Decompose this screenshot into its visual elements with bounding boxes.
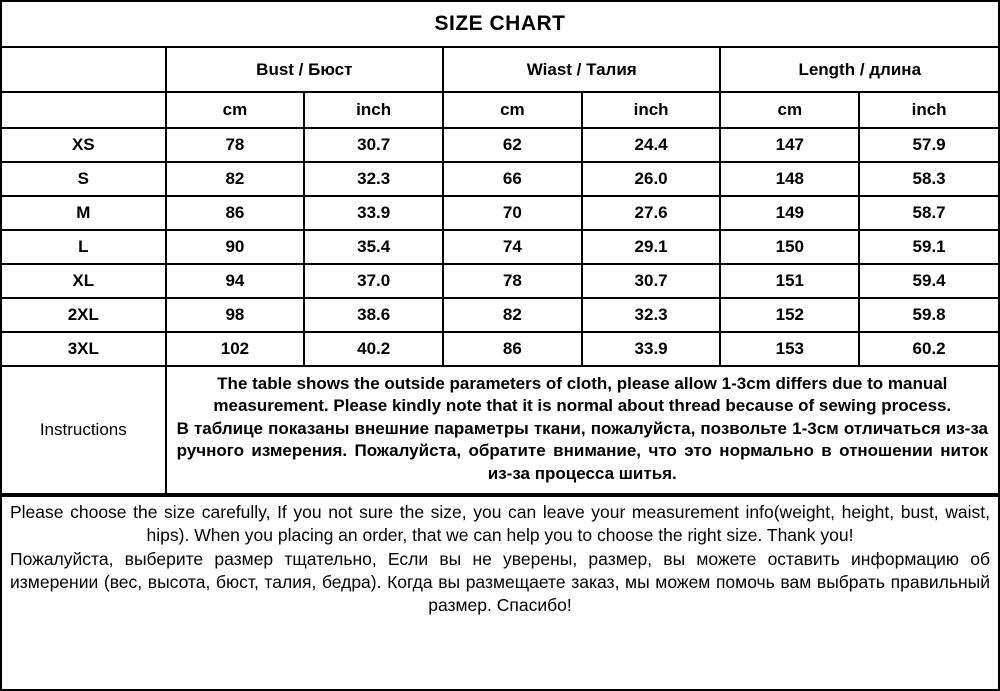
row-waist-cm: 66 <box>443 162 582 196</box>
row-size: M <box>2 196 166 230</box>
row-size: L <box>2 230 166 264</box>
page-title: SIZE CHART <box>434 12 566 35</box>
row-length-cm: 149 <box>720 196 859 230</box>
row-waist-inch: 33.9 <box>582 332 721 366</box>
row-bust-cm: 86 <box>166 196 305 230</box>
size-table <box>2 48 998 495</box>
row-bust-cm: 98 <box>166 298 305 332</box>
row-bust-inch: 32.3 <box>304 162 443 196</box>
row-bust-cm: 94 <box>166 264 305 298</box>
row-length-inch: 59.4 <box>859 264 998 298</box>
row-length-cm: 148 <box>720 162 859 196</box>
row-bust-cm: 90 <box>166 230 305 264</box>
row-size: S <box>2 162 166 196</box>
row-waist-cm: 86 <box>443 332 582 366</box>
row-waist-cm: 78 <box>443 264 582 298</box>
row-length-cm: 153 <box>720 332 859 366</box>
row-waist-cm: 82 <box>443 298 582 332</box>
column-group-bust: Bust / Бюст <box>166 48 443 92</box>
row-length-cm: 151 <box>720 264 859 298</box>
instructions-text-ru: В таблице показаны внешние параметры ткани, пожалуйста, позвольте 1-3см отличаться из-за ручного измерения. Пожалуйста, обратите внимание, что это нормально в отношении ниток из-за процесса шитья. <box>176 418 988 483</box>
row-waist-cm: 74 <box>443 230 582 264</box>
unit-bust-inch: inch <box>304 92 443 128</box>
row-length-cm: 152 <box>720 298 859 332</box>
instructions-body <box>166 366 998 494</box>
row-length-inch: 58.3 <box>859 162 998 196</box>
row-length-inch: 59.1 <box>859 230 998 264</box>
row-bust-inch: 30.7 <box>304 128 443 162</box>
row-bust-inch: 33.9 <box>304 196 443 230</box>
row-length-cm: 147 <box>720 128 859 162</box>
row-size: XL <box>2 264 166 298</box>
row-waist-cm: 70 <box>443 196 582 230</box>
row-length-cm: 150 <box>720 230 859 264</box>
column-group-length: Length / длина <box>720 48 998 92</box>
unit-waist-cm: cm <box>443 92 582 128</box>
row-size: XS <box>2 128 166 162</box>
instructions-row <box>2 366 998 494</box>
chart-title-bar <box>2 2 998 48</box>
instructions-label: Instructions <box>2 366 166 494</box>
table-row <box>2 230 998 264</box>
unit-waist-inch: inch <box>582 92 721 128</box>
row-length-inch: 58.7 <box>859 196 998 230</box>
row-bust-cm: 78 <box>166 128 305 162</box>
unit-length-inch: inch <box>859 92 998 128</box>
row-bust-inch: 38.6 <box>304 298 443 332</box>
row-size: 2XL <box>2 298 166 332</box>
row-bust-inch: 40.2 <box>304 332 443 366</box>
footer-text-ru: Пожалуйста, выберите размер тщательно, Если вы не уверены, размер, вы можете оставить информацию об измерении (вес, высота, бюст, талия, бедра). Когда вы размещаете заказ, мы можем помочь вам выбрать правильный размер. Спасибо! <box>10 548 990 616</box>
table-row <box>2 162 998 196</box>
footer-text-en: Please choose the size carefully, If you not sure the size, you can leave your measurement info(weight, height, bust, waist, hips). When you placing an order, that we can help you to choose the right size. Thank you! <box>10 502 990 546</box>
row-waist-inch: 24.4 <box>582 128 721 162</box>
row-bust-cm: 82 <box>166 162 305 196</box>
row-bust-inch: 35.4 <box>304 230 443 264</box>
row-waist-inch: 29.1 <box>582 230 721 264</box>
row-length-inch: 59.8 <box>859 298 998 332</box>
table-row <box>2 264 998 298</box>
unit-length-cm: cm <box>720 92 859 128</box>
row-waist-inch: 32.3 <box>582 298 721 332</box>
row-bust-inch: 37.0 <box>304 264 443 298</box>
row-waist-inch: 30.7 <box>582 264 721 298</box>
unit-bust-cm: cm <box>166 92 305 128</box>
column-group-waist: Wiast / Талия <box>443 48 720 92</box>
row-waist-inch: 27.6 <box>582 196 721 230</box>
table-row <box>2 128 998 162</box>
row-waist-inch: 26.0 <box>582 162 721 196</box>
row-size: 3XL <box>2 332 166 366</box>
unit-corner-cell <box>2 92 166 128</box>
instructions-text-en: The table shows the outside parameters of cloth, please allow 1-3cm differs due to manual measurement. Please kindly note that it is normal about thread because of sewing process. <box>213 374 952 416</box>
size-corner-cell <box>2 48 166 92</box>
row-length-inch: 60.2 <box>859 332 998 366</box>
row-length-inch: 57.9 <box>859 128 998 162</box>
row-waist-cm: 62 <box>443 128 582 162</box>
table-group-header-row <box>2 48 998 92</box>
footer-note <box>2 495 998 689</box>
table-row <box>2 332 998 366</box>
table-row <box>2 298 998 332</box>
table-row <box>2 196 998 230</box>
row-bust-cm: 102 <box>166 332 305 366</box>
table-unit-header-row <box>2 92 998 128</box>
